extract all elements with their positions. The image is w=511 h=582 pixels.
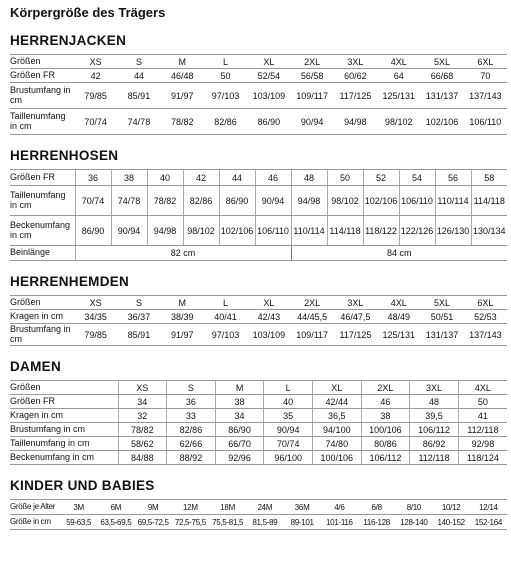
table-row [10, 83, 507, 109]
table-cell: 42/44 [313, 395, 362, 409]
table-cell: 33 [167, 409, 216, 423]
kids-size-table [10, 499, 507, 530]
table-cell: 94/100 [313, 423, 362, 437]
table-cell: 137/143 [464, 324, 507, 346]
table-cell: 46/47,5 [334, 310, 377, 324]
table-cell: 81,5-89 [246, 515, 283, 530]
table-row [10, 296, 507, 310]
table-cell: 86/90 [215, 423, 264, 437]
table-cell: 103/109 [247, 83, 290, 109]
table-cell: 59-63,5 [60, 515, 97, 530]
table-cell: 54 [399, 170, 435, 186]
table-cell: 40/41 [204, 310, 247, 324]
table-cell: 40 [264, 395, 313, 409]
row-label: Kragen in cm [10, 409, 118, 423]
table-cell: 98/102 [377, 109, 420, 135]
table-cell: 12/14 [470, 500, 507, 515]
table-row [10, 500, 507, 515]
table-cell: 90/94 [255, 186, 291, 216]
table-cell: 72,5-75,5 [172, 515, 209, 530]
table-cell: 74/80 [313, 437, 362, 451]
table-cell: 38 [215, 395, 264, 409]
table-cell: 90/94 [264, 423, 313, 437]
table-cell: L [204, 296, 247, 310]
table-cell: 52/53 [464, 310, 507, 324]
table-cell: 44 [117, 69, 160, 83]
table-row-inseam [10, 246, 507, 261]
shirts-size-table [10, 295, 507, 346]
section-title-kids: KINDER UND BABIES [10, 478, 155, 493]
table-cell: 8/10 [395, 500, 432, 515]
table-cell: 38 [111, 170, 147, 186]
table-cell: 70/74 [74, 109, 117, 135]
table-cell: XS [74, 296, 117, 310]
table-cell: 122/126 [399, 216, 435, 246]
table-cell: 97/103 [204, 83, 247, 109]
table-cell: 110/114 [291, 216, 327, 246]
table-cell: 117/125 [334, 83, 377, 109]
table-cell: 4/6 [321, 500, 358, 515]
table-cell: 112/118 [410, 451, 459, 465]
table-cell: 80/86 [361, 437, 410, 451]
table-cell: 131/137 [420, 83, 463, 109]
table-cell: 116-128 [358, 515, 395, 530]
table-cell: L [264, 381, 313, 395]
table-cell: 102/106 [420, 109, 463, 135]
table-cell: 102/106 [219, 216, 255, 246]
row-label: Größen FR [10, 170, 75, 186]
row-label: Größen [10, 381, 118, 395]
table-cell: 137/143 [464, 83, 507, 109]
table-row [10, 423, 507, 437]
table-cell: 126/130 [435, 216, 471, 246]
table-cell: M [161, 55, 204, 69]
table-cell: 106/112 [361, 451, 410, 465]
table-cell: XS [74, 55, 117, 69]
table-cell: 5XL [420, 296, 463, 310]
table-cell: 70/74 [75, 186, 111, 216]
table-cell: 56 [435, 170, 471, 186]
table-cell: 9M [135, 500, 172, 515]
table-cell: 84/88 [118, 451, 167, 465]
table-cell: 36 [75, 170, 111, 186]
table-cell: 86/90 [247, 109, 290, 135]
table-row [10, 310, 507, 324]
section-title-trousers: HERRENHOSEN [10, 148, 119, 163]
table-cell: 109/117 [290, 324, 333, 346]
table-cell: 52 [363, 170, 399, 186]
table-cell: 118/124 [458, 451, 507, 465]
table-cell: 2XL [290, 296, 333, 310]
table-cell: 44 [219, 170, 255, 186]
table-cell: 56/58 [290, 69, 333, 83]
table-cell: 58/62 [118, 437, 167, 451]
table-cell: 74/78 [117, 109, 160, 135]
table-cell: 114/118 [327, 216, 363, 246]
table-cell: 125/131 [377, 324, 420, 346]
table-cell: 117/125 [334, 324, 377, 346]
row-label: Größen FR [10, 395, 118, 409]
table-cell: 60/62 [334, 69, 377, 83]
row-label: Taillenumfang in cm [10, 109, 74, 135]
table-cell: 6XL [464, 296, 507, 310]
row-label: Taillenumfang in cm [10, 437, 118, 451]
table-cell: 125/131 [377, 83, 420, 109]
table-cell: 48 [291, 170, 327, 186]
table-cell: 42 [183, 170, 219, 186]
table-cell: 94/98 [334, 109, 377, 135]
table-cell: 78/82 [161, 109, 204, 135]
row-label: Größe je Alter [10, 500, 60, 515]
table-cell: 63,5-69,5 [97, 515, 134, 530]
table-cell: 109/117 [290, 83, 333, 109]
table-cell: 46 [361, 395, 410, 409]
table-cell: 106/112 [410, 423, 459, 437]
table-row [10, 451, 507, 465]
table-cell: 98/102 [327, 186, 363, 216]
table-cell: 91/97 [161, 83, 204, 109]
row-label: Beinlänge [10, 246, 75, 261]
jackets-size-table [10, 54, 507, 135]
table-cell: S [117, 296, 160, 310]
table-cell: 41 [458, 409, 507, 423]
row-label: Brustumfang in cm [10, 324, 74, 346]
table-cell: XS [118, 381, 167, 395]
table-row [10, 216, 507, 246]
table-cell: 46 [255, 170, 291, 186]
table-cell: 101-116 [321, 515, 358, 530]
table-cell: 112/118 [458, 423, 507, 437]
table-cell: 3XL [334, 296, 377, 310]
table-cell: 36,5 [313, 409, 362, 423]
table-cell: 131/137 [420, 324, 463, 346]
table-cell: 106/110 [399, 186, 435, 216]
table-cell: 82/86 [204, 109, 247, 135]
table-cell: 82/86 [183, 186, 219, 216]
table-cell: 44/45,5 [290, 310, 333, 324]
table-cell: 89-101 [284, 515, 321, 530]
trousers-size-table [10, 169, 507, 261]
table-cell: 100/106 [313, 451, 362, 465]
table-cell: 85/91 [117, 324, 160, 346]
table-row [10, 324, 507, 346]
table-cell: S [167, 381, 216, 395]
table-cell: 36 [167, 395, 216, 409]
table-cell: 42 [74, 69, 117, 83]
table-cell: 50 [458, 395, 507, 409]
table-cell: XL [247, 296, 290, 310]
table-cell: 3XL [410, 381, 459, 395]
table-cell: 86/90 [75, 216, 111, 246]
table-row [10, 170, 507, 186]
table-cell: 70/74 [264, 437, 313, 451]
table-cell: 24M [246, 500, 283, 515]
table-cell: 69,5-72,5 [135, 515, 172, 530]
table-row [10, 55, 507, 69]
row-label: Größen [10, 296, 74, 310]
table-cell: 92/98 [458, 437, 507, 451]
table-cell: 114/118 [471, 186, 507, 216]
table-cell: 106/110 [255, 216, 291, 246]
table-cell: 2XL [361, 381, 410, 395]
row-label: Größen FR [10, 69, 74, 83]
row-label: Brustumfang in cm [10, 83, 74, 109]
table-cell: 106/110 [464, 109, 507, 135]
table-cell: 100/106 [361, 423, 410, 437]
table-cell: 42/43 [247, 310, 290, 324]
table-cell: XL [313, 381, 362, 395]
table-cell: 18M [209, 500, 246, 515]
table-cell: 90/94 [290, 109, 333, 135]
table-cell: 36M [284, 500, 321, 515]
section-title-jackets: HERRENJACKEN [10, 33, 127, 48]
table-cell: 94/98 [291, 186, 327, 216]
table-cell: 50 [204, 69, 247, 83]
table-cell: 38 [361, 409, 410, 423]
table-cell: 97/103 [204, 324, 247, 346]
row-label: Größe in cm [10, 515, 60, 530]
table-cell: 48/49 [377, 310, 420, 324]
women-size-table [10, 380, 507, 465]
table-cell: 110/114 [435, 186, 471, 216]
section-title-women: DAMEN [10, 359, 61, 374]
table-cell: 64 [377, 69, 420, 83]
table-cell: 82/86 [167, 423, 216, 437]
table-cell: 2XL [290, 55, 333, 69]
table-cell: 38/39 [161, 310, 204, 324]
table-cell: 118/122 [363, 216, 399, 246]
inseam-value-long: 84 cm [291, 246, 507, 261]
table-cell: M [161, 296, 204, 310]
table-cell: 79/85 [74, 324, 117, 346]
table-row [10, 515, 507, 530]
table-cell: 58 [471, 170, 507, 186]
table-cell: 75,5-81,5 [209, 515, 246, 530]
table-row [10, 186, 507, 216]
table-row [10, 109, 507, 135]
table-row [10, 395, 507, 409]
table-cell: 152-164 [470, 515, 507, 530]
table-cell: 4XL [458, 381, 507, 395]
table-cell: 88/92 [167, 451, 216, 465]
table-cell: 94/98 [147, 216, 183, 246]
table-cell: 35 [264, 409, 313, 423]
table-row [10, 69, 507, 83]
table-cell: 4XL [377, 296, 420, 310]
table-cell: 74/78 [111, 186, 147, 216]
table-row [10, 409, 507, 423]
table-cell: 6M [97, 500, 134, 515]
table-cell: 128-140 [395, 515, 432, 530]
row-label: Beckenumfang in cm [10, 451, 118, 465]
table-cell: 34 [215, 409, 264, 423]
size-chart-page [10, 2, 507, 542]
table-cell: XL [247, 55, 290, 69]
table-cell: 78/82 [118, 423, 167, 437]
section-title-shirts: HERRENHEMDEN [10, 274, 130, 289]
table-row [10, 381, 507, 395]
table-cell: 50 [327, 170, 363, 186]
table-cell: 36/37 [117, 310, 160, 324]
table-cell: 78/82 [147, 186, 183, 216]
table-cell: 6/8 [358, 500, 395, 515]
row-label: Kragen in cm [10, 310, 74, 324]
row-label: Brustumfang in cm [10, 423, 118, 437]
table-cell: 40 [147, 170, 183, 186]
table-cell: 34/35 [74, 310, 117, 324]
table-cell: 91/97 [161, 324, 204, 346]
table-cell: 79/85 [74, 83, 117, 109]
table-cell: 39,5 [410, 409, 459, 423]
table-cell: 12M [172, 500, 209, 515]
table-row [10, 437, 507, 451]
table-cell: 66/68 [420, 69, 463, 83]
table-cell: L [204, 55, 247, 69]
page-title: Körpergröße des Trägers [10, 5, 166, 20]
table-cell: 90/94 [111, 216, 147, 246]
table-cell: 6XL [464, 55, 507, 69]
row-label: Beckenumfang in cm [10, 216, 75, 246]
table-cell: M [215, 381, 264, 395]
table-cell: 85/91 [117, 83, 160, 109]
table-cell: 130/134 [471, 216, 507, 246]
table-cell: 86/90 [219, 186, 255, 216]
table-cell: 3M [60, 500, 97, 515]
table-cell: 3XL [334, 55, 377, 69]
table-cell: 140-152 [433, 515, 470, 530]
table-cell: 96/100 [264, 451, 313, 465]
table-cell: 98/102 [183, 216, 219, 246]
table-cell: 92/96 [215, 451, 264, 465]
row-label: Taillenumfang in cm [10, 186, 75, 216]
table-cell: 32 [118, 409, 167, 423]
table-cell: 48 [410, 395, 459, 409]
table-cell: 10/12 [433, 500, 470, 515]
table-cell: 86/92 [410, 437, 459, 451]
table-cell: 46/48 [161, 69, 204, 83]
table-cell: 4XL [377, 55, 420, 69]
inseam-value-short: 82 cm [75, 246, 291, 261]
table-cell: 34 [118, 395, 167, 409]
table-cell: 102/106 [363, 186, 399, 216]
table-cell: S [117, 55, 160, 69]
table-cell: 50/51 [420, 310, 463, 324]
table-cell: 70 [464, 69, 507, 83]
table-cell: 5XL [420, 55, 463, 69]
table-cell: 52/54 [247, 69, 290, 83]
table-cell: 62/66 [167, 437, 216, 451]
table-cell: 103/109 [247, 324, 290, 346]
row-label: Größen [10, 55, 74, 69]
table-cell: 66/70 [215, 437, 264, 451]
